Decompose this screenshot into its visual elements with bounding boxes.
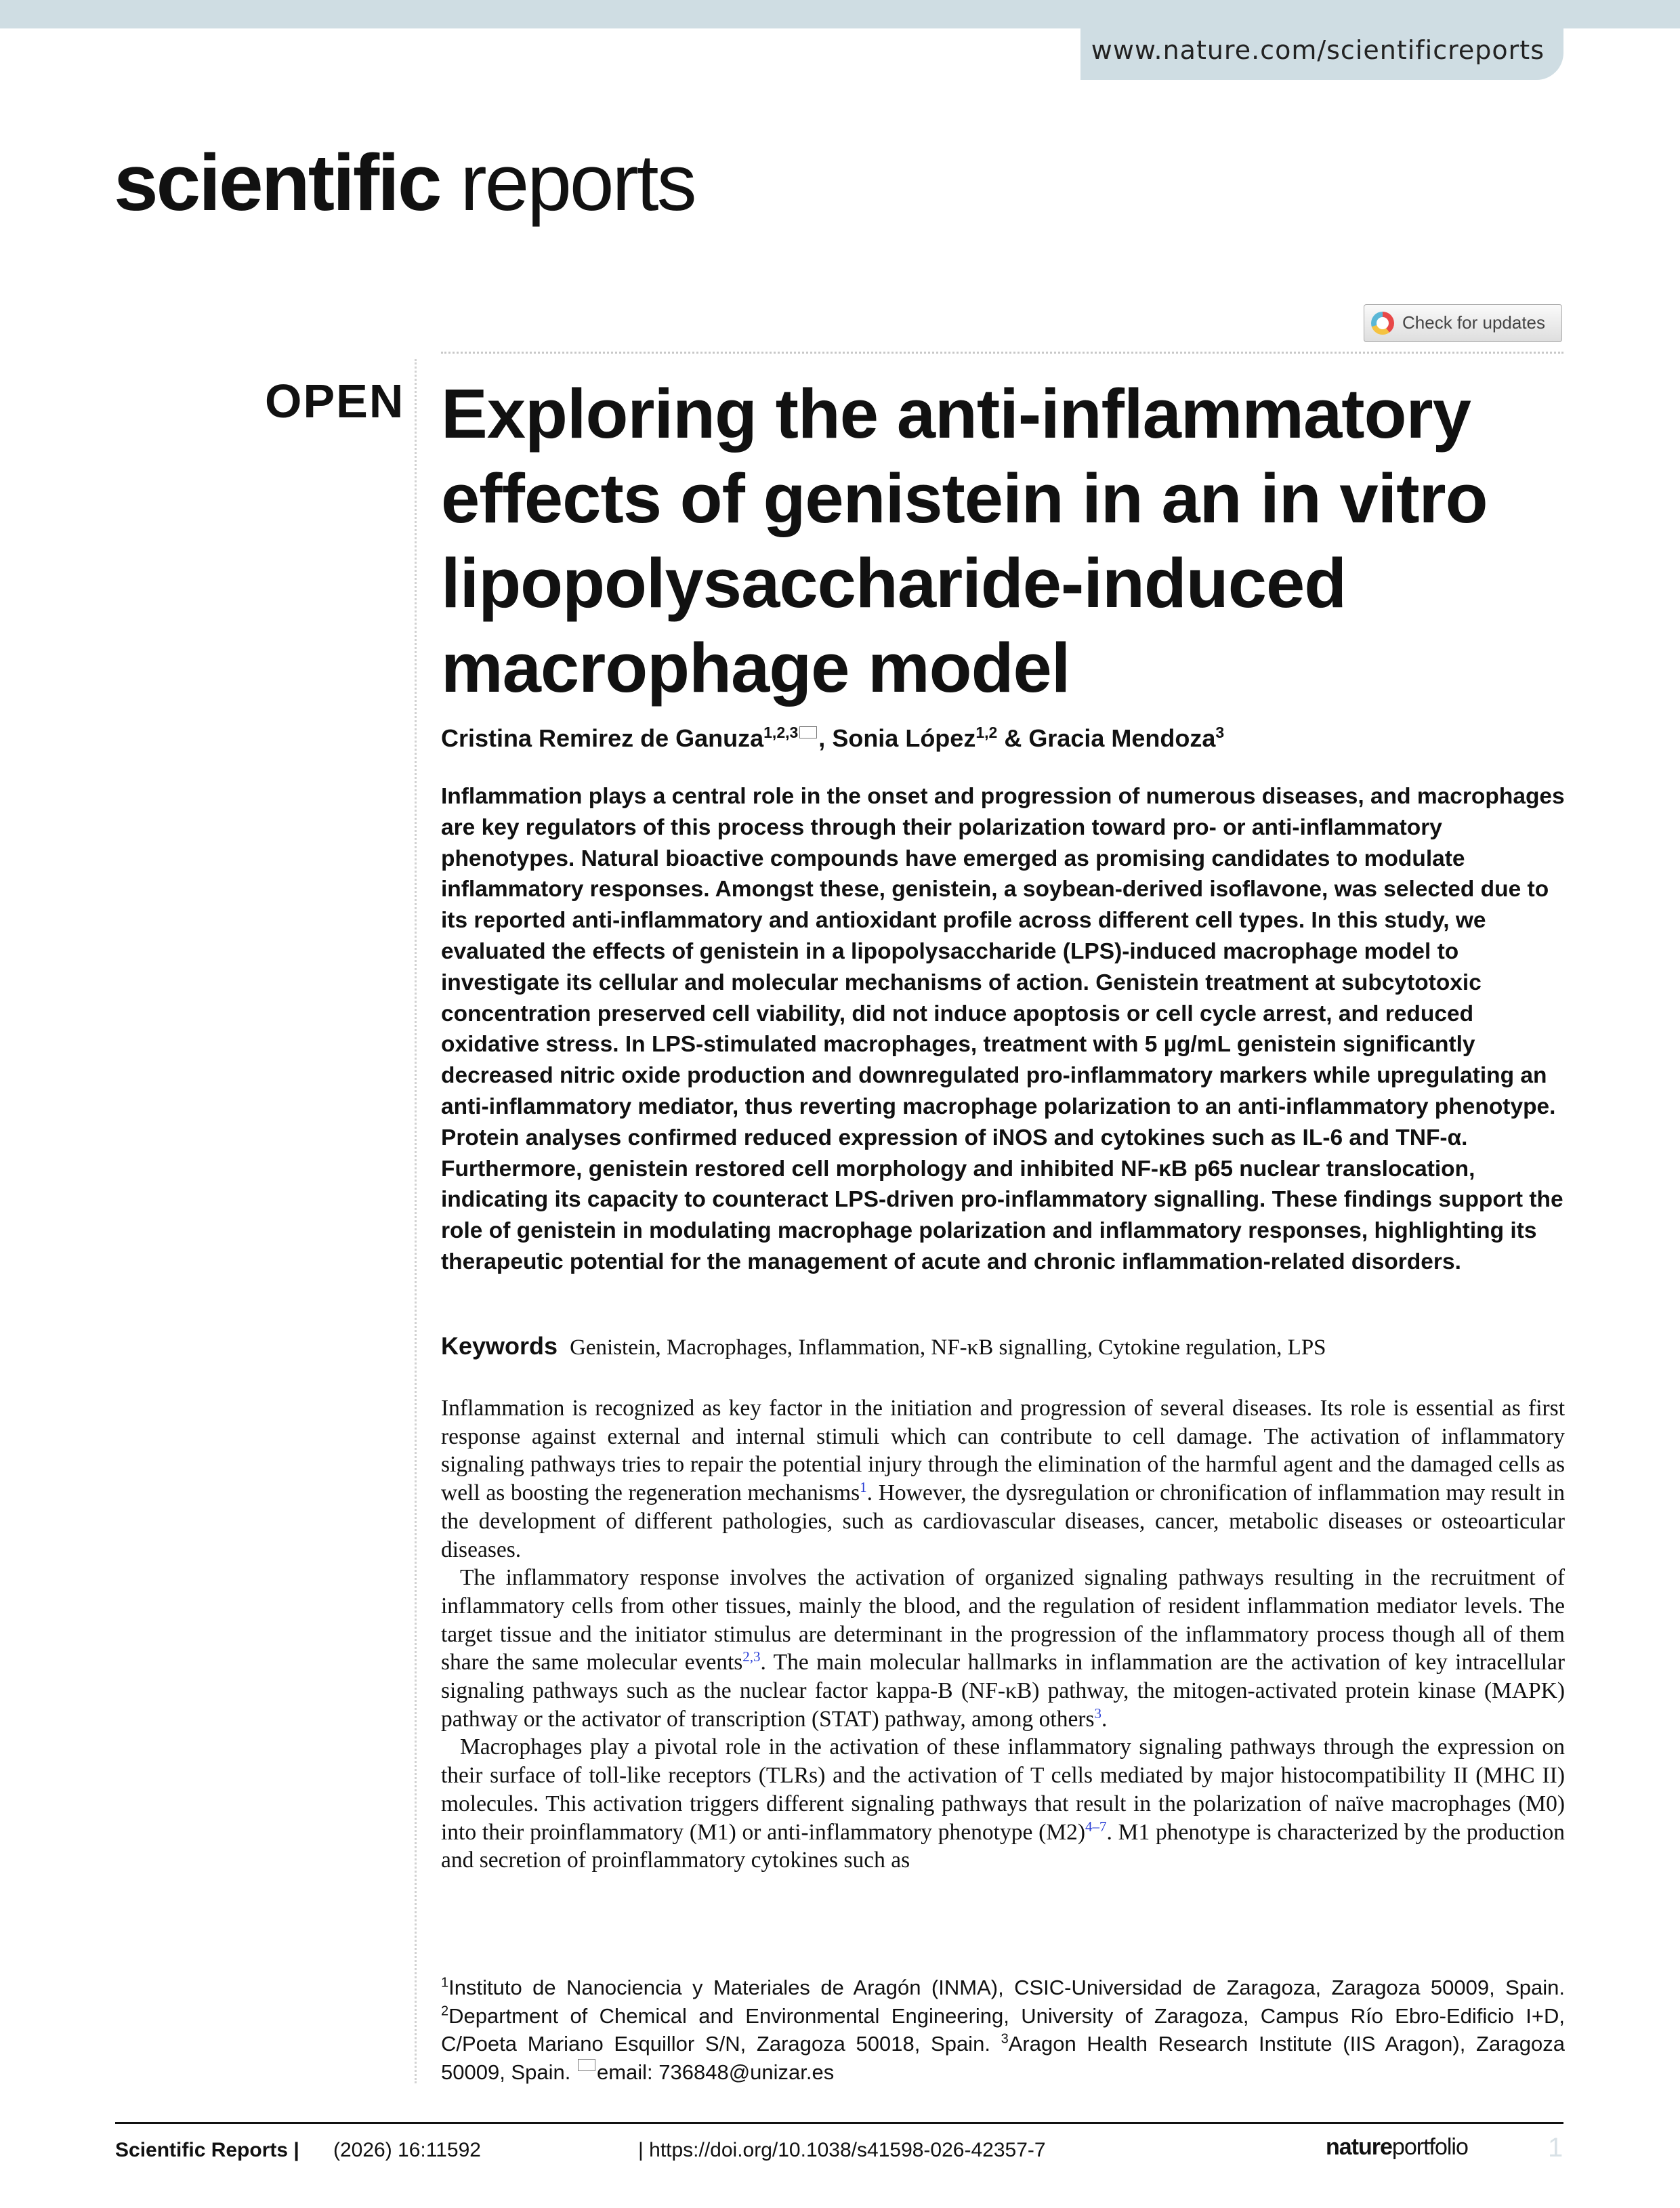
divider [415,359,417,2083]
journal-logo: scientific reports [114,138,695,228]
body-text [441,1394,1565,1875]
check-for-updates-button[interactable]: Check for updates [1364,304,1562,342]
text-run: . M1 phenotype is characterized by the production and secretion of proinflammatory cytokines such as [441,1819,1565,1873]
affiliation-text: Instituto de Nanociencia y Materiales de Aragón (INMA), CSIC-Universidad de Zaragoza, Zaragoza 50009, Spain. [448,1976,1565,1999]
affiliation-number: 1 [441,1975,449,1991]
email-icon [578,2059,595,2071]
text-run: The inflammatory response involves the activation of organized signaling pathways resulting in the recruitment of inflammatory cells from other tissues, mainly the blood, and the regulation of resident inflammation mediator levels. The target tissue and the initiator stimulus are determinant in the progression of the inflammatory process though all of them share the same molecular events [441,1565,1565,1675]
paragraph [441,1733,1565,1875]
affiliation-number: 3 [1001,2032,1009,2047]
text-run: . The main molecular hallmarks in inflammation are the activation of key intracellular signaling pathways such as the nuclear factor kappa-B (NF-κB) pathway, the mitogen-activated protein kinase (MAPK) pathway or the activator of transcription (STAT) pathway, among others [441,1650,1565,1732]
citation-ref[interactable]: 1 [860,1478,867,1495]
paragraph [441,1564,1565,1733]
corresponding-email[interactable]: email: 736848@unizar.es [596,2060,835,2085]
author-affiliation-ref: 1,2,3 [763,724,799,741]
article-title: Exploring the anti-inflammatory effects of genistein in an in vitro lipopolysaccharide-induced macrophage model [441,375,1488,707]
email-icon[interactable] [799,726,817,738]
journal-url-tab [1080,0,1563,80]
affiliation-text: Department of Chemical and Environmental Engineering, University of Zaragoza, Campus Río Ebro-Edificio I+D, C/Poeta Mariano Esquillor S/N, Zaragoza 50018, Spain. [441,2003,1565,2056]
author-name[interactable]: Gracia Mendoza [1028,724,1216,752]
author-separator: & [997,724,1029,752]
author-affiliation-ref: 3 [1215,724,1225,741]
footer-citation: (2026) 16:11592 [333,2139,481,2161]
crossmark-icon [1371,312,1394,335]
citation-ref[interactable]: 2,3 [742,1648,761,1665]
page-number: 1 [1548,2133,1563,2163]
author-affiliation-ref: 1,2 [975,724,998,741]
text-run: Inflammation is recognized as key factor in the initiation and progression of several diseases. Its role is essential as first response against external and internal stimuli which can contribute to cell damage. The activation of inflammatory signaling pathways tries to repair the potential injury through the elimination of the harmful agent and the damaged cells as well as boosting the regeneration mechanisms [441,1396,1565,1506]
citation-ref[interactable]: 3 [1094,1705,1101,1722]
journal-url[interactable]: www.nature.com/scientificreports [1091,35,1545,65]
nature-portfolio-logo: natureportfolio [1326,2134,1468,2160]
affiliation-text: Aragon Health Research Institute (IIS Aragon), Zaragoza 50009, Spain. [441,2032,1565,2085]
divider [441,352,1563,354]
footer-doi[interactable]: | https://doi.org/10.1038/s41598-026-42357-7 [638,2139,1046,2161]
author-separator: , [818,724,833,752]
citation-ref[interactable]: 4–7 [1085,1818,1107,1835]
footer-rule [115,2122,1563,2124]
author-list [441,724,1224,753]
text-run: Macrophages play a pivotal role in the activation of these inflammatory signaling pathways through the expression on their surface of toll-like receptors (TLRs) and the activation of T cells mediated by major histocompatibility II (MHC II) molecules. This activation triggers different signaling pathways that result in the polarization of naïve macrophages (M0) into their proinflammatory (M1) or anti-inflammatory phenotype (M2) [441,1734,1565,1845]
footer-journal: Scientific Reports | [115,2139,299,2161]
paragraph [441,1394,1565,1564]
text-run: . [1101,1706,1108,1732]
open-access-label: OPEN [265,375,405,428]
abstract: Inflammation plays a central role in the onset and progression of numerous diseases, and macrophages are key regulators of this process through their polarization toward pro- or anti-inflammatory phenotypes. Natural bioactive compounds have emerged as promising candidates to modulate inflammatory responses. Amongst these, genistein, a soybean-derived isoflavone, was selected due to its reported anti-inflammatory and antioxidant profile across different cell types. In this study, we evaluated the effects of genistein in a lipopolysaccharide (LPS)-induced macrophage model to investigate its cellular and molecular mechanisms of action. Genistein treatment at subcytotoxic concentration preserved cell viability, did not induce apoptosis or cell cycle arrest, and reduced oxidative stress. In LPS-stimulated macrophages, treatment with 5 µg/mL genistein significantly decreased nitric oxide production and downregulated pro-inflammatory markers while upregulating an anti-inflammatory mediator, thus reverting macrophage polarization to an anti-inflammatory phenotype. Protein analyses confirmed reduced expression of iNOS and cytokines such as IL-6 and TNF-α. Furthermore, genistein restored cell morphology and inhibited NF-κB p65 nuclear translocation, indicating its capacity to counteract LPS-driven pro-inflammatory signalling. These findings support the role of genistein in modulating macrophage polarization and inflammatory responses, highlighting its therapeutic potential for the management of acute and chronic inflammation-related disorders. [441,784,1565,1274]
affiliation-number: 2 [441,2003,449,2019]
keywords: Keywords Genistein, Macrophages, Inflammation, NF-κB signalling, Cytokine regulation, LPS [441,1332,1326,1360]
text-run: . However, the dysregulation or chronification of inflammation may result in the development of different pathologies, such as cardiovascular diseases, cancer, metabolic diseases or osteoarticular diseases. [441,1480,1565,1562]
author-name[interactable]: Sonia López [832,724,976,752]
author-name[interactable]: Cristina Remirez de Ganuza [441,724,764,752]
affiliations [441,1974,1565,2087]
